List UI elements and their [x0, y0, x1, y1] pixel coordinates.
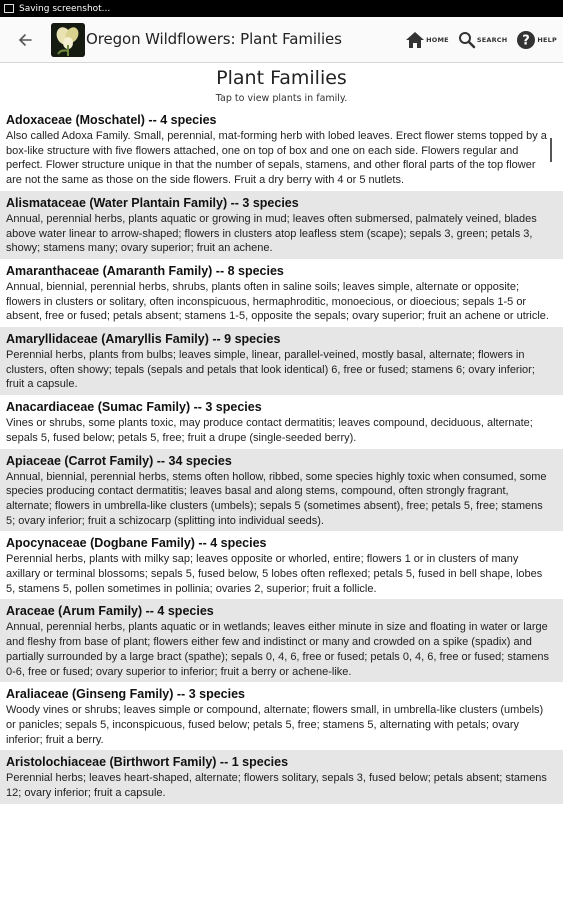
status-bar	[0, 0, 563, 17]
family-description: Woody vines or shrubs; leaves simple or compound, alternate; flowers small, in umbrella-like clusters (umbels) or panicles; sepals 5, inconspicuous, fused below; petals 5, free; stamens 5, alternating with petals; ovary inferior; fruit a berry.	[6, 704, 544, 746]
family-description: Annual, biennial, perennial herbs, shrubs, plants often in saline soils; leaves simple, alternate or opposite; flowers in clusters or solitary, often inconspicuous, hermaphroditic, monoecious, or dioecious; sepals 1-5 or absent, free or fused; petals absent; stamens 1-5, opposite the sepals; ovary superior; fruit an achene or utricle.	[6, 280, 549, 323]
family-name: Amaryllidaceae (Amaryllis Family) -- 9 species	[6, 332, 281, 347]
family-description: Annual, perennial herbs, plants aquatic or growing in mud; leaves often submersed, palmately veined, blades above water linear to arrow-shaped; flowers in clusters atop leafless stem (scape); sepals 3, green; petals 3, showy; stamens many; ovary superior; fruit an achene.	[6, 212, 537, 255]
help-button[interactable]	[516, 30, 557, 50]
family-description: Vines or shrubs, some plants toxic, may produce contact dermatitis; leaves compound, deciduous, alternate; sepals 5, fused below; petals 5, free; fruit a drupe (single-seeded berry).	[6, 417, 533, 444]
family-name: Alismataceae (Water Plantain Family) -- 3 species	[6, 195, 299, 210]
list-item[interactable]	[0, 750, 563, 803]
family-list[interactable]	[0, 108, 563, 900]
family-name: Anacardiaceae (Sumac Family) -- 3 species	[6, 400, 262, 415]
family-name: Amaranthaceae (Amaranth Family) -- 8 species	[6, 263, 284, 278]
help-label: HELP	[537, 36, 557, 44]
family-description: Annual, perennial herbs, plants aquatic or in wetlands; leaves either minute in size and floating in water or large and fleshy from base of plant; flowers either few and indistinct or many and crowded on a spike (spadix) and partially surrounded by a large bract (spathe); sepals 0, 4, 6, free or fused; petals 0, 4, 6, free or fused; stamens 0-6, free or fused; ovary superior to inferior; fruit a berry or achene-like.	[6, 621, 549, 678]
family-name: Aristolochiaceae (Birthwort Family) -- 1 species	[6, 755, 289, 770]
page-subtitle: Tap to view plants in family.	[215, 93, 348, 104]
list-item[interactable]	[0, 599, 563, 682]
list-item[interactable]	[0, 327, 563, 395]
family-description: Also called Adoxa Family. Small, perennial, mat-forming herb with lobed leaves. Erect flower stems topped by a box-like structure with five flowers attached, one on top of box and one on each side. Flowers regular and perfect. Flower structure unique in that the number of sepals, stamens, and other floral parts of the top flower are not the same as those on the side flowers. Fruit a dry berry with 4 or 5 nutlets.	[6, 130, 547, 187]
list-item[interactable]	[0, 191, 563, 259]
help-icon	[516, 30, 536, 50]
list-item[interactable]	[0, 449, 563, 532]
scrollbar-thumb[interactable]	[550, 138, 552, 162]
page-title: Plant Families	[216, 67, 347, 89]
page-header	[0, 64, 563, 104]
app-logo	[51, 23, 85, 57]
family-description: Perennial herbs, plants with milky sap; leaves opposite or whorled, entire; flowers 1 or in clusters of many axillary or terminal blossoms; sepals 5, fused below, 5 lobes often reflexed; petals 5, fused in bell shape, lobes 5, stamens 5, pollen sometimes in pollinia; ovaries 2, superior; fruit a follicle.	[6, 553, 543, 595]
home-icon	[405, 31, 425, 49]
family-description: Perennial herbs, plants from bulbs; leaves simple, linear, parallel-veined, mostly basal, alternate; flowers in clusters, often showy; tepals (sepals and petals that look identical) 6, free or fused; stamens 6; ovary inferior; fruit a capsule.	[6, 349, 535, 391]
app-title: Oregon Wildflowers: Plant Families	[86, 30, 342, 48]
search-button[interactable]	[458, 31, 508, 49]
family-name: Apocynaceae (Dogbane Family) -- 4 species	[6, 536, 267, 551]
search-label: SEARCH	[476, 36, 508, 44]
family-name: Araceae (Arum Family) -- 4 species	[6, 604, 214, 619]
list-item[interactable]	[0, 682, 563, 750]
family-name: Apiaceae (Carrot Family) -- 34 species	[6, 453, 232, 468]
home-label: HOME	[426, 36, 449, 44]
search-icon	[458, 31, 476, 49]
list-item[interactable]	[0, 395, 563, 448]
family-name: Adoxaceae (Moschatel) -- 4 species	[6, 113, 217, 127]
status-text: Saving screenshot...	[19, 3, 111, 14]
app-bar	[0, 17, 563, 63]
list-item[interactable]	[0, 108, 563, 191]
list-item[interactable]	[0, 531, 563, 599]
family-name: Araliaceae (Ginseng Family) -- 3 species	[6, 687, 245, 702]
list-item[interactable]	[0, 259, 563, 327]
svg-text:?: ?	[522, 33, 531, 49]
family-description: Perennial herbs; leaves heart-shaped, alternate; flowers solitary, sepals 3, fused below; petals absent; stamens 12; ovary inferior; fruit a capsule.	[6, 772, 547, 800]
family-description: Annual, biennial, perennial herbs, stems often hollow, ribbed, some species highly toxic when consumed, some species producing contact dermatitis; leaves basal and along stems, compound, often strongly fragrant, alternate; flowers in umbrella-like clusters (umbels); sepals 5 (sometimes absent), free; petals 5, free; stamens 5; ovary inferior; fruit a schizocarp (splitting into individual seeds).	[6, 470, 547, 527]
home-button[interactable]	[405, 31, 449, 49]
screenshot-icon	[4, 4, 14, 13]
back-arrow-icon[interactable]	[15, 29, 37, 51]
